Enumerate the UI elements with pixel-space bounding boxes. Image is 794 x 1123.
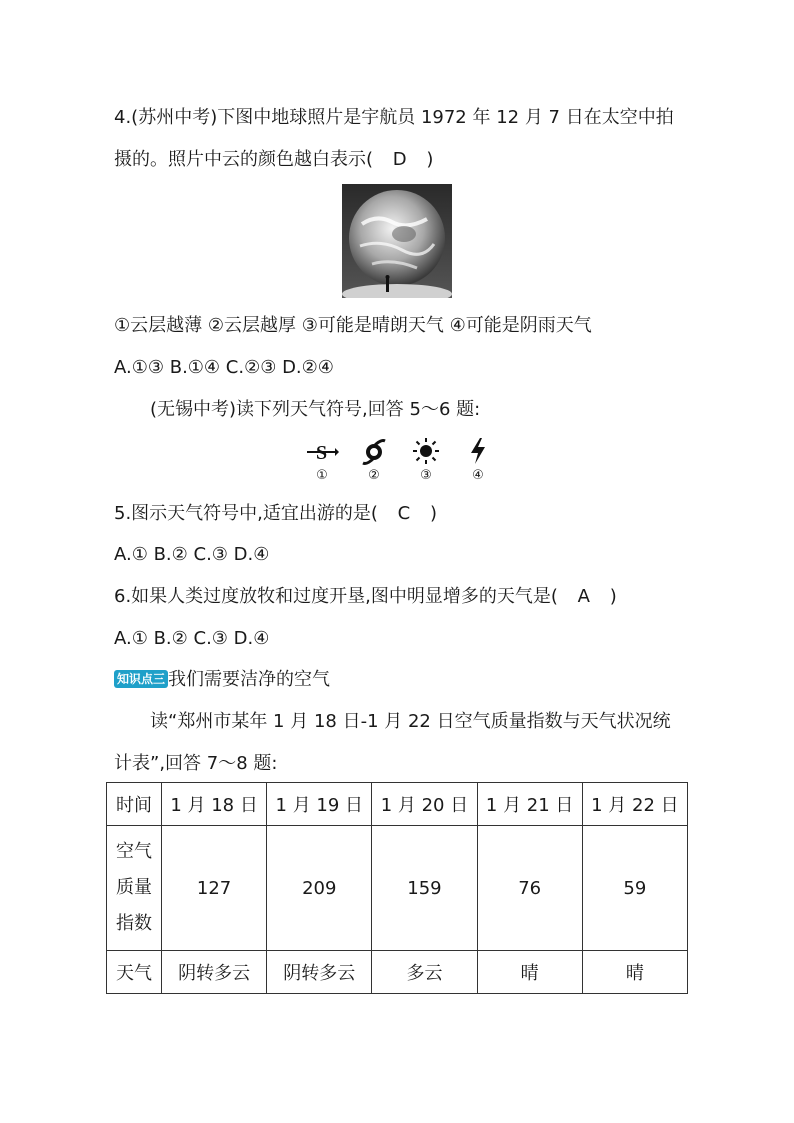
intro-5-6: (无锡中考)读下列天气符号,回答 5～6 题:	[150, 399, 481, 420]
typhoon-icon	[361, 437, 387, 465]
table-cell: 阴转多云	[162, 951, 267, 994]
q4-options: A.①③ B.①④ C.②③ D.②④	[114, 357, 334, 378]
q5-answer: C	[397, 503, 411, 524]
table-cell: 209	[267, 826, 372, 951]
intro-7-8-line2: 计表”,回答 7～8 题:	[114, 753, 278, 774]
sandstorm-icon	[305, 438, 339, 464]
symbol-1	[304, 436, 340, 484]
svg-text:S: S	[316, 442, 328, 464]
q4-close-paren: )	[426, 149, 434, 170]
section-header	[114, 668, 330, 692]
knowledge-point-badge: 知识点三	[114, 670, 168, 688]
q5-options: A.① B.② C.③ D.④	[114, 544, 270, 565]
symbol-label: ④	[472, 468, 484, 483]
q5-close-paren: )	[429, 503, 437, 524]
table-cell: 阴转多云	[267, 951, 372, 994]
table-header-cell: 时间	[107, 783, 162, 826]
table-cell: 多云	[372, 951, 477, 994]
table-cell: 59	[582, 826, 687, 951]
weather-symbols	[300, 436, 500, 488]
q4-line2	[114, 148, 433, 172]
table-header-cell: 1 月 18 日	[162, 783, 267, 826]
table-cell: 晴	[582, 951, 687, 994]
aqi-row-label	[107, 826, 162, 951]
symbol-2	[356, 436, 392, 484]
q6-answer: A	[577, 586, 590, 607]
earth-photo	[342, 184, 452, 298]
symbol-label: ③	[420, 468, 432, 483]
q5-stem: 5.图示天气符号中,适宜出游的是(	[114, 503, 378, 524]
sun-icon	[412, 437, 440, 465]
air-quality-table	[106, 782, 688, 994]
intro-7-8-line1: 读“郑州市某年 1 月 18 日-1 月 22 日空气质量指数与天气状况统	[150, 711, 671, 732]
table-cell: 晴	[477, 951, 582, 994]
symbol-3	[408, 436, 444, 484]
aqi-label-line: 空气	[116, 841, 152, 862]
aqi-label-line: 指数	[116, 913, 152, 934]
q5-line	[114, 502, 437, 526]
table-cell: 127	[162, 826, 267, 951]
table-header-row	[107, 783, 688, 826]
table-header-cell: 1 月 21 日	[477, 783, 582, 826]
q4-line1: 4.(苏州中考)下图中地球照片是宇航员 1972 年 12 月 7 日在太空中拍	[114, 107, 674, 128]
q6-options: A.① B.② C.③ D.④	[114, 628, 270, 649]
symbol-label: ①	[316, 468, 328, 483]
q6-line	[114, 585, 617, 609]
lightning-icon	[468, 437, 488, 465]
weather-row-label: 天气	[107, 951, 162, 994]
section-title: 我们需要洁净的空气	[168, 669, 331, 690]
table-header-cell: 1 月 22 日	[582, 783, 687, 826]
q6-close-paren: )	[609, 586, 617, 607]
aqi-label-line: 质量	[116, 877, 152, 898]
symbol-label: ②	[368, 468, 380, 483]
table-cell: 76	[477, 826, 582, 951]
table-header-cell: 1 月 20 日	[372, 783, 477, 826]
table-row-aqi	[107, 826, 688, 951]
table-row-weather	[107, 951, 688, 994]
q4-answer: D	[392, 149, 407, 170]
q4-statements: ①云层越薄 ②云层越厚 ③可能是晴朗天气 ④可能是阴雨天气	[114, 315, 592, 336]
q6-stem: 6.如果人类过度放牧和过度开垦,图中明显增多的天气是(	[114, 586, 558, 607]
q4-stem: 摄的。照片中云的颜色越白表示(	[114, 149, 374, 170]
table-header-cell: 1 月 19 日	[267, 783, 372, 826]
symbol-4	[460, 436, 496, 484]
table-cell: 159	[372, 826, 477, 951]
